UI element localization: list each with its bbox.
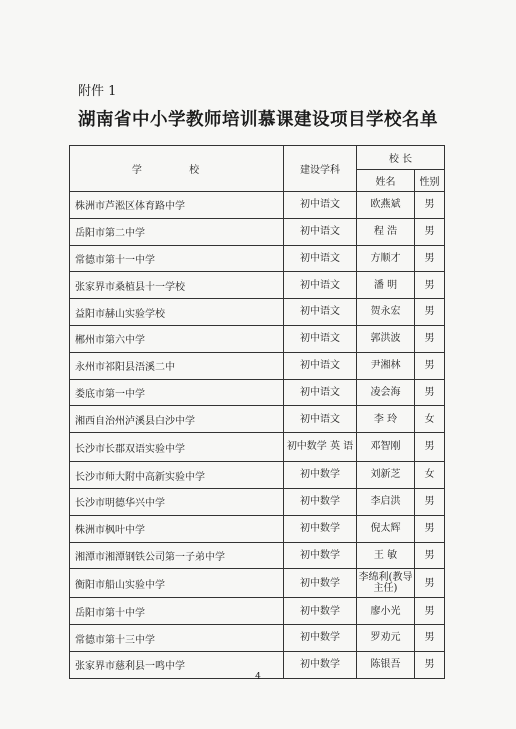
- header-subject: 建设学科: [284, 146, 357, 192]
- school-cell: 长沙市长郡双语实验中学: [70, 433, 284, 462]
- gender-cell: 男: [415, 569, 445, 598]
- table-row: [70, 462, 445, 489]
- school-cell: 娄底市第一中学: [70, 379, 284, 406]
- subject-cell: 初中语文: [284, 192, 357, 219]
- header-school: 学 校: [70, 146, 284, 192]
- principal-name-cell: 凌会海: [357, 379, 415, 406]
- gender-cell: 男: [415, 488, 445, 515]
- subject-cell: 初中语文: [284, 299, 357, 326]
- subject-cell: 初中数学: [284, 488, 357, 515]
- principal-name-cell: 郭洪波: [357, 325, 415, 352]
- subject-cell: 初中语文: [284, 379, 357, 406]
- school-cell: 长沙市明德华兴中学: [70, 488, 284, 515]
- school-cell: 常德市第十三中学: [70, 625, 284, 652]
- table-row: [70, 433, 445, 462]
- table-row: [70, 625, 445, 652]
- subject-cell: 初中数学 英 语: [284, 433, 357, 462]
- table-row: [70, 325, 445, 352]
- school-cell: 湘潭市湘潭钢铁公司第一子弟中学: [70, 542, 284, 569]
- school-cell: 张家界市桑植县十一学校: [70, 272, 284, 299]
- header-principal-gender: 性别: [415, 170, 445, 192]
- school-cell: 郴州市第六中学: [70, 325, 284, 352]
- school-cell: 益阳市赫山实验学校: [70, 299, 284, 326]
- principal-name-cell: 王 敏: [357, 542, 415, 569]
- principal-name-cell: 廖小光: [357, 598, 415, 625]
- gender-cell: 男: [415, 352, 445, 379]
- school-cell: 长沙市师大附中高新实验中学: [70, 462, 284, 489]
- school-cell: 株洲市芦淞区体育路中学: [70, 192, 284, 219]
- subject-cell: 初中数学: [284, 542, 357, 569]
- school-cell: 湘西自治州泸溪县白沙中学: [70, 406, 284, 433]
- principal-name-cell: 欧燕斌: [357, 192, 415, 219]
- subject-cell: 初中语文: [284, 352, 357, 379]
- school-cell: 岳阳市第十中学: [70, 598, 284, 625]
- principal-name-cell: 陈银吾: [357, 651, 415, 678]
- principal-name-cell: 程 浩: [357, 218, 415, 245]
- gender-cell: 女: [415, 406, 445, 433]
- principal-name-cell: 潘 明: [357, 272, 415, 299]
- principal-name-cell: 罗劝元: [357, 625, 415, 652]
- principal-name-cell: 贺永宏: [357, 299, 415, 326]
- gender-cell: 男: [415, 625, 445, 652]
- document-title: 湖南省中小学教师培训慕课建设项目学校名单: [78, 110, 438, 130]
- principal-name-cell: 李 玲: [357, 406, 415, 433]
- subject-cell: 初中语文: [284, 325, 357, 352]
- subject-cell: 初中数学: [284, 515, 357, 542]
- principal-name-cell: 李绵利(教导主任): [357, 569, 415, 598]
- subject-cell: 初中语文: [284, 218, 357, 245]
- gender-cell: 男: [415, 598, 445, 625]
- page-number: 4: [255, 672, 261, 682]
- gender-cell: 男: [415, 245, 445, 272]
- table-row: [70, 272, 445, 299]
- school-cell: 张家界市慈利县一鸣中学: [70, 651, 284, 678]
- gender-cell: 男: [415, 192, 445, 219]
- principal-name-cell: 倪太辉: [357, 515, 415, 542]
- gender-cell: 女: [415, 462, 445, 489]
- subject-cell: 初中语文: [284, 245, 357, 272]
- gender-cell: 男: [415, 651, 445, 678]
- school-cell: 衡阳市船山实验中学: [70, 569, 284, 598]
- table-row: [70, 488, 445, 515]
- header-principal: 校 长: [357, 146, 445, 170]
- header-principal-name: 姓名: [357, 170, 415, 192]
- gender-cell: 男: [415, 299, 445, 326]
- subject-cell: 初中数学: [284, 625, 357, 652]
- principal-name-cell: 尹湘林: [357, 352, 415, 379]
- table-row: [70, 406, 445, 433]
- school-cell: 株洲市枫叶中学: [70, 515, 284, 542]
- principal-name-cell: 李启洪: [357, 488, 415, 515]
- gender-cell: 男: [415, 542, 445, 569]
- table-row: [70, 542, 445, 569]
- subject-cell: 初中数学: [284, 598, 357, 625]
- school-cell: 常德市第十一中学: [70, 245, 284, 272]
- gender-cell: 男: [415, 515, 445, 542]
- school-cell: 永州市祁阳县浯溪二中: [70, 352, 284, 379]
- attachment-label: 附件 1: [78, 84, 117, 99]
- table-row: [70, 598, 445, 625]
- subject-cell: 初中语文: [284, 406, 357, 433]
- gender-cell: 男: [415, 379, 445, 406]
- gender-cell: 男: [415, 218, 445, 245]
- principal-name-cell: 刘新芝: [357, 462, 415, 489]
- table-row: [70, 192, 445, 219]
- table-row: [70, 569, 445, 598]
- subject-cell: 初中数学: [284, 462, 357, 489]
- table-row: [70, 515, 445, 542]
- gender-cell: 男: [415, 325, 445, 352]
- table-row: [70, 299, 445, 326]
- principal-name-cell: 方顺才: [357, 245, 415, 272]
- gender-cell: 男: [415, 433, 445, 462]
- school-list-table: [69, 145, 445, 679]
- gender-cell: 男: [415, 272, 445, 299]
- table-row: [70, 352, 445, 379]
- subject-cell: 初中语文: [284, 272, 357, 299]
- subject-cell: 初中数学: [284, 651, 357, 678]
- table-row: [70, 245, 445, 272]
- school-cell: 岳阳市第二中学: [70, 218, 284, 245]
- subject-cell: 初中数学: [284, 569, 357, 598]
- table-row: [70, 379, 445, 406]
- table-row: [70, 218, 445, 245]
- principal-name-cell: 邓智刚: [357, 433, 415, 462]
